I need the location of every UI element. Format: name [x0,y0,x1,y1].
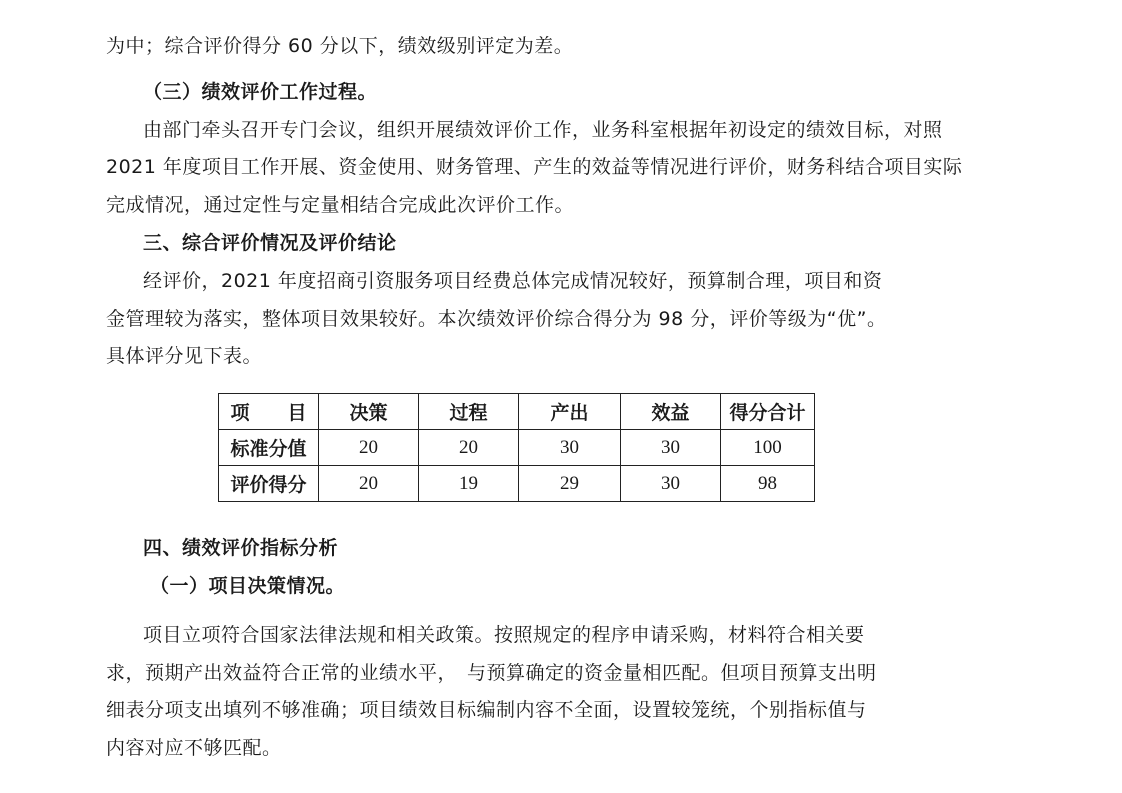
section-heading-work-process: （三）绩效评价工作过程。 [143,81,378,103]
section-heading-indicator-analysis: 四、绩效评价指标分析 [143,537,339,559]
table-cell: 20 [319,430,419,466]
table-header-cell: 过程 [419,394,519,430]
body-text-line: 内容对应不够匹配。 [106,737,282,759]
table-header-cell: 决策 [319,394,419,430]
table-row-label: 评价得分 [219,466,319,502]
score-table [218,393,815,502]
table-cell: 19 [419,466,519,502]
table-header-cell: 项 目 [219,394,319,430]
body-text-line: 具体评分见下表。 [106,345,263,367]
body-text-line: 金管理较为落实，整体项目效果较好。本次绩效评价综合得分为 98 分，评价等级为“优”。 [106,308,887,330]
body-text-line: 求，预期产出效益符合正常的业绩水平， 与预算确定的资金量相匹配。但项目预算支出明 [106,662,877,684]
table-cell: 20 [319,466,419,502]
table-cell: 30 [621,430,721,466]
table-header-row [219,394,815,430]
table-header-cell: 效益 [621,394,721,430]
table-row [219,466,815,502]
table-cell: 30 [519,430,621,466]
body-text-line: 由部门牵头召开专门会议，组织开展绩效评价工作，业务科室根据年初设定的绩效目标，对照 [143,119,943,141]
table-cell: 29 [519,466,621,502]
table-row [219,430,815,466]
table-cell: 100 [721,430,815,466]
section-heading-conclusion: 三、综合评价情况及评价结论 [143,232,397,254]
body-text-line: 完成情况，通过定性与定量相结合完成此次评价工作。 [106,194,575,216]
table-cell: 20 [419,430,519,466]
table-row-label: 标准分值 [219,430,319,466]
subsection-heading-decision: （一）项目决策情况。 [150,575,346,597]
body-text-line: 项目立项符合国家法律法规和相关政策。按照规定的程序申请采购，材料符合相关要 [143,624,865,646]
table-cell: 30 [621,466,721,502]
table-header-cell: 得分合计 [721,394,815,430]
body-text-line: 2021 年度项目工作开展、资金使用、财务管理、产生的效益等情况进行评价，财务科结合项目实际 [106,156,963,178]
body-text-line: 细表分项支出填列不够准确；项目绩效目标编制内容不全面，设置较笼统，个别指标值与 [106,699,867,721]
table-cell: 98 [721,466,815,502]
table-header-cell: 产出 [519,394,621,430]
body-text-line: 经评价，2021 年度招商引资服务项目经费总体完成情况较好，预算制合理，项目和资 [143,270,883,292]
body-text-line: 为中；综合评价得分 60 分以下，绩效级别评定为差。 [106,35,574,57]
